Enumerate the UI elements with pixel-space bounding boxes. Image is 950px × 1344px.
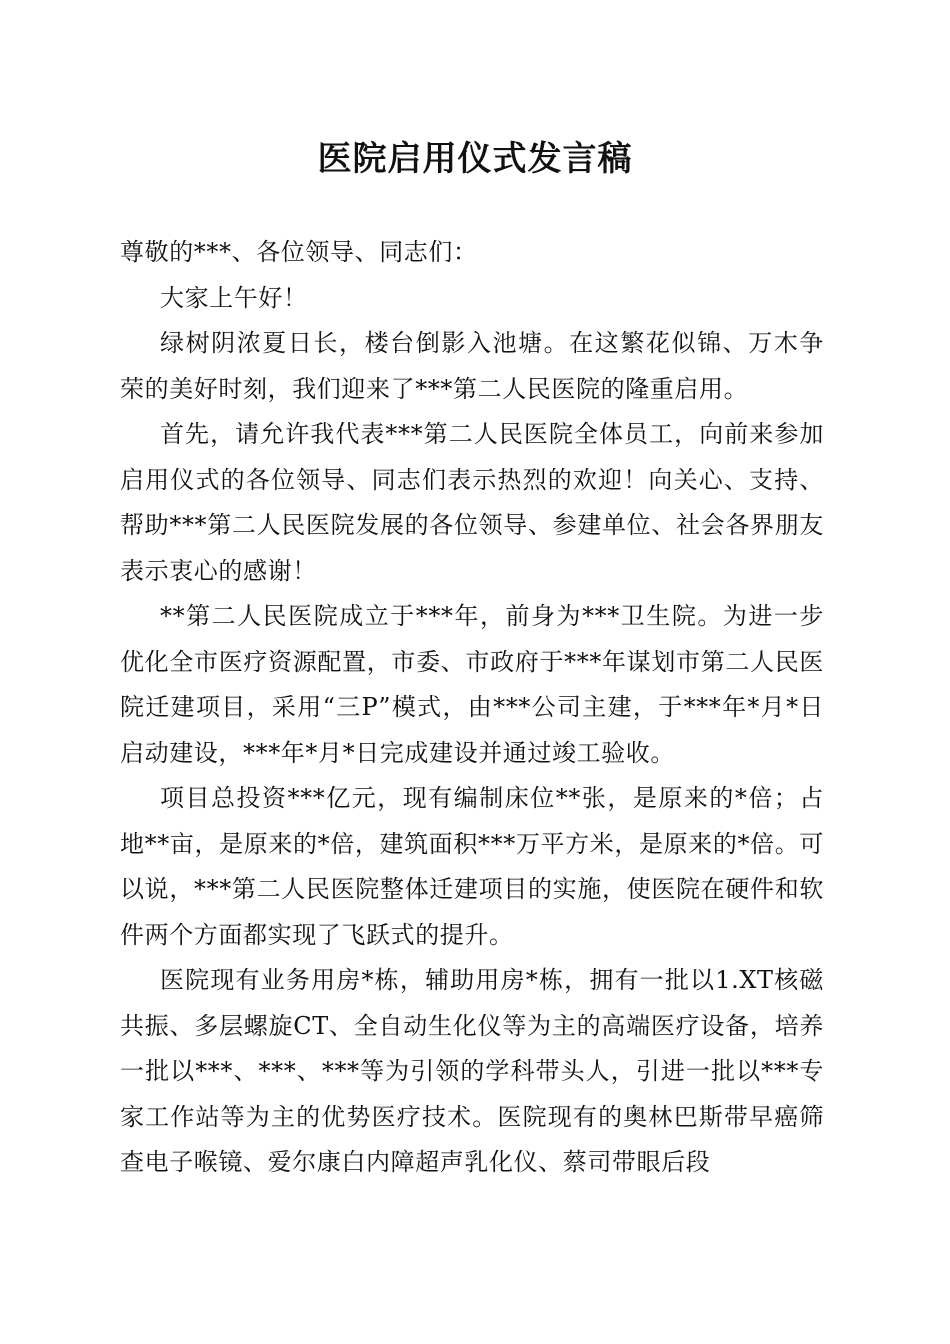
paragraph-history: **第二人民医院成立于***年，前身为***卫生院。为进一步优化全市医疗资源配置，市委、市政府于***年谋划市第二人民医院迁建项目，采用“三P”模式，由***公司主建，于***年*月*日启动建设，***年*月*日完成建设并通过竣工验收。	[120, 602, 824, 767]
paragraph-opening: 绿树阴浓夏日长，楼台倒影入池塘。在这繁花似锦、万木争荣的美好时刻，我们迎来了***第二人民医院的隆重启用。	[120, 329, 824, 403]
paragraph-facilities: 医院现有业务用房*栋，辅助用房*栋，拥有一批以1.XT核磁共振、多层螺旋CT、全自动生化仪等为主的高端医疗设备，培养一批以***、***、***等为引领的学科带头人，引进一批以***专家工作站等为主的优势医疗技术。医院现有的奥林巴斯带早癌筛查电子喉镜、爱尔康白内障超声乳化仪、蔡司带眼后段	[120, 966, 824, 1176]
document-body	[120, 230, 824, 1186]
salutation: 尊敬的***、各位领导、同志们：	[120, 238, 478, 266]
paragraph-investment: 项目总投资***亿元，现有编制床位**张，是原来的*倍；占地**亩，是原来的*倍，建筑面积***万平方米，是原来的*倍。可以说，***第二人民医院整体迁建项目的实施，使医院在硬件和软件两个方面都实现了飞跃式的提升。	[120, 784, 824, 949]
document-title: 医院启用仪式发言稿	[317, 139, 633, 179]
paragraph-thanks: 首先，请允许我代表***第二人民医院全体员工，向前来参加启用仪式的各位领导、同志们表示热烈的欢迎！向关心、支持、帮助***第二人民医院发展的各位领导、参建单位、社会各界朋友表示衷心的感谢！	[120, 420, 824, 585]
paragraph-greeting: 大家上午好！	[160, 283, 308, 312]
